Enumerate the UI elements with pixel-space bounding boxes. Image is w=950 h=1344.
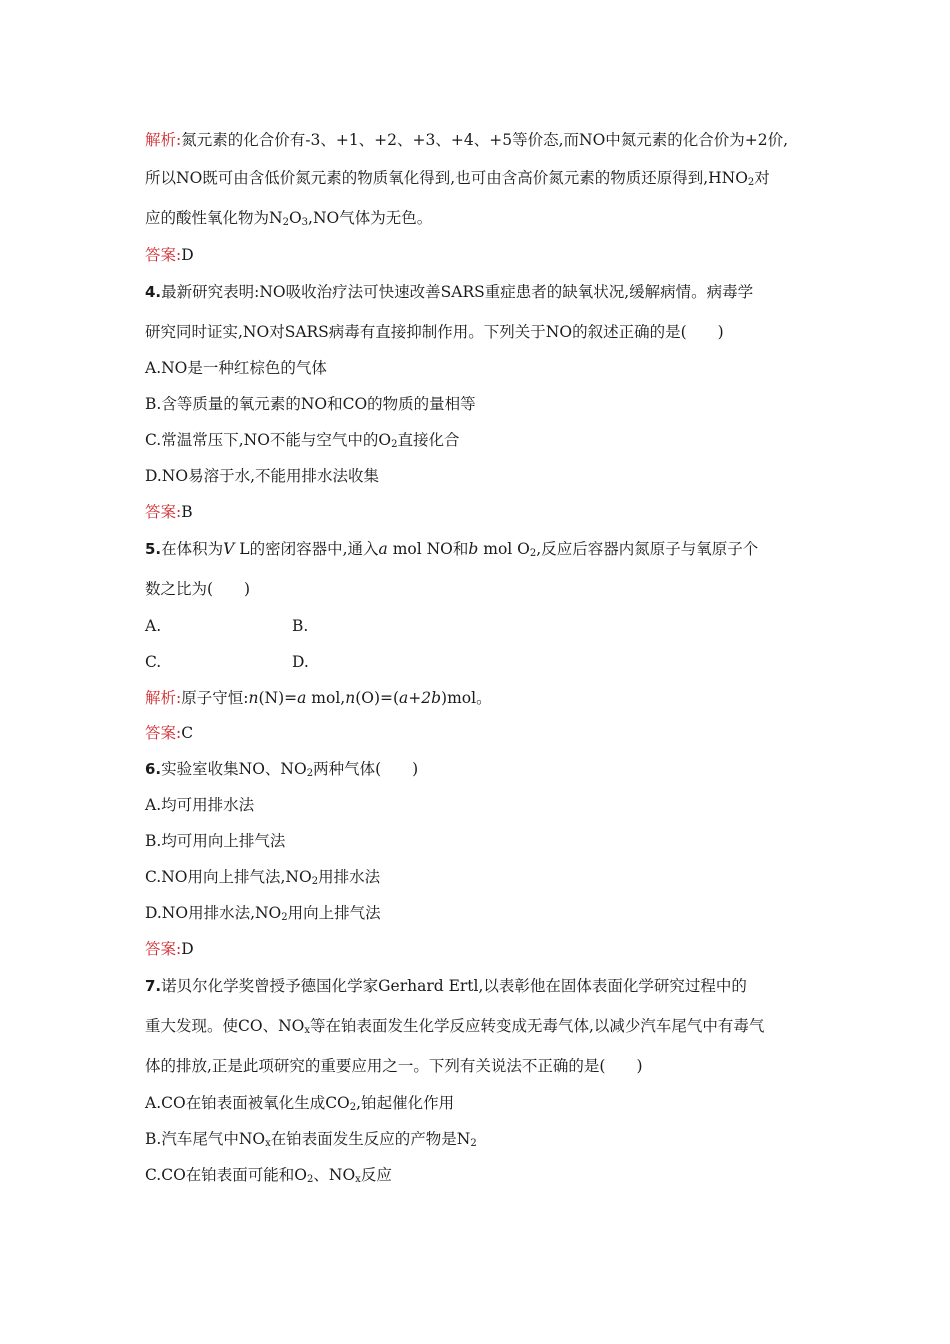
subscript: 2 bbox=[349, 1102, 357, 1113]
analysis-label: 解析: bbox=[145, 131, 182, 149]
option-b bbox=[145, 394, 476, 414]
option-text: A.均可用排水法 bbox=[145, 796, 255, 814]
answer-value: D bbox=[181, 246, 194, 264]
question-text: 两种气体( ) bbox=[313, 760, 419, 778]
analysis-text: ,NO气体为无色。 bbox=[308, 209, 433, 227]
analysis-text: 原子守恒: bbox=[181, 689, 249, 707]
question-text: 研究同时证实,NO对SARS病毒有直接抑制作用。下列关于NO的叙述正确的是( ) bbox=[145, 323, 724, 341]
option-text: B.均可用向上排气法 bbox=[145, 832, 286, 850]
answer-value: B bbox=[181, 503, 193, 521]
variable: n bbox=[345, 689, 356, 707]
option-text: 直接化合 bbox=[397, 431, 460, 449]
question-text: 等在铂表面发生化学反应转变成无毒气体,以减少汽车尾气中有毒气 bbox=[309, 1017, 765, 1035]
analysis-line-1 bbox=[145, 130, 788, 150]
subscript: 2 bbox=[307, 1174, 314, 1185]
subscript: 2 bbox=[282, 217, 289, 228]
option-text: 、NO bbox=[313, 1166, 356, 1184]
option-text: C.CO在铂表面可能和O bbox=[145, 1166, 308, 1184]
option-b: B. bbox=[292, 617, 309, 635]
variable: b bbox=[468, 540, 479, 558]
option-b bbox=[145, 1129, 477, 1149]
option-d bbox=[145, 903, 381, 923]
answer-line bbox=[145, 939, 194, 959]
analysis-text: 应的酸性氧化物为N bbox=[145, 209, 283, 227]
question-number: 4. bbox=[145, 283, 162, 301]
analysis-text: mol, bbox=[306, 689, 346, 707]
subscript: 2 bbox=[470, 1138, 477, 1149]
option-d bbox=[145, 466, 379, 486]
option-text: 用向上排气法 bbox=[287, 904, 381, 922]
answer-line bbox=[145, 723, 193, 743]
question-text: 重大发现。使CO、NO bbox=[145, 1017, 305, 1035]
variable: a bbox=[297, 689, 307, 707]
option-d: D. bbox=[292, 653, 309, 671]
subscript: 2 bbox=[747, 177, 755, 188]
question-text: 最新研究表明:NO吸收治疗法可快速改善SARS重症患者的缺氧状况,缓解病情。病毒学 bbox=[161, 283, 754, 301]
option-a bbox=[145, 795, 254, 815]
subscript: 2 bbox=[311, 876, 319, 887]
option-a bbox=[145, 1093, 454, 1113]
question-number: 6. bbox=[145, 760, 162, 778]
option-text: B.含等质量的氧元素的NO和CO的物质的量相等 bbox=[145, 395, 476, 413]
option-text: 用排水法 bbox=[318, 868, 381, 886]
analysis-line bbox=[145, 688, 492, 708]
option-row-ab bbox=[145, 616, 545, 636]
subscript: 2 bbox=[529, 548, 537, 559]
question-text: 在体积为 bbox=[161, 540, 224, 558]
analysis-text: 对 bbox=[754, 169, 770, 187]
analysis-label: 解析: bbox=[145, 689, 182, 707]
analysis-line-3 bbox=[145, 208, 432, 228]
answer-label: 答案: bbox=[145, 724, 182, 742]
question-7-line-1 bbox=[145, 976, 747, 996]
option-text: A.CO在铂表面被氧化生成CO bbox=[145, 1094, 350, 1112]
question-7-line-2 bbox=[145, 1016, 764, 1036]
option-text: 反应 bbox=[360, 1166, 392, 1184]
question-text: 体的排放,正是此项研究的重要应用之一。下列有关说法不正确的是( ) bbox=[145, 1057, 643, 1075]
subscript: 2 bbox=[281, 912, 288, 923]
question-text: 诺贝尔化学奖曾授予德国化学家Gerhard Ertl,以表彰他在固体表面化学研究过程中的 bbox=[161, 977, 747, 995]
option-text: ,铂起催化作用 bbox=[356, 1094, 455, 1112]
question-4-line-2 bbox=[145, 322, 724, 342]
question-text: mol NO和 bbox=[387, 540, 469, 558]
question-5-line-2 bbox=[145, 579, 250, 599]
analysis-text: (N)= bbox=[258, 689, 298, 707]
variable: a+2b bbox=[399, 689, 442, 707]
subscript: 2 bbox=[306, 768, 314, 779]
option-text: C.NO用向上排气法,NO bbox=[145, 868, 312, 886]
subscript: x bbox=[265, 1138, 271, 1149]
option-c bbox=[145, 867, 380, 887]
question-text: 实验室收集NO、NO bbox=[161, 760, 307, 778]
answer-label: 答案: bbox=[145, 940, 182, 958]
question-7-line-3 bbox=[145, 1056, 643, 1076]
question-text: mol O bbox=[478, 540, 530, 558]
question-6-line-1 bbox=[145, 759, 418, 779]
option-b bbox=[145, 831, 285, 851]
analysis-text: O bbox=[288, 209, 302, 227]
subscript: x bbox=[355, 1174, 361, 1185]
option-c: C. bbox=[145, 653, 162, 671]
option-row-cd bbox=[145, 652, 545, 672]
option-text: C.常温常压下,NO不能与空气中的O bbox=[145, 431, 392, 449]
variable: n bbox=[248, 689, 259, 707]
analysis-text: 氮元素的化合价有-3、+1、+2、+3、+4、+5等价态,而NO中氮元素的化合价为+2价, bbox=[181, 131, 789, 149]
analysis-text: (O)=( bbox=[355, 689, 400, 707]
option-a bbox=[145, 358, 327, 378]
answer-label: 答案: bbox=[145, 503, 182, 521]
option-a: A. bbox=[145, 617, 162, 635]
option-text: D.NO易溶于水,不能用排水法收集 bbox=[145, 467, 379, 485]
question-number: 5. bbox=[145, 540, 162, 558]
option-c bbox=[145, 430, 460, 450]
answer-value: D bbox=[181, 940, 194, 958]
analysis-text: 所以NO既可由含低价氮元素的物质氧化得到,也可由含高价氮元素的物质还原得到,HNO bbox=[145, 169, 748, 187]
question-text: ,反应后容器内氮原子与氧原子个 bbox=[536, 540, 759, 558]
option-c bbox=[145, 1165, 392, 1185]
option-text: D.NO用排水法,NO bbox=[145, 904, 282, 922]
question-text: L的密闭容器中,通入 bbox=[234, 540, 379, 558]
answer-value: C bbox=[181, 724, 194, 742]
question-4-line-1 bbox=[145, 282, 753, 302]
option-text: B.汽车尾气中NO bbox=[145, 1130, 266, 1148]
option-text: A.NO是一种红棕色的气体 bbox=[145, 359, 327, 377]
answer-line bbox=[145, 245, 194, 265]
analysis-text: )mol。 bbox=[441, 689, 492, 707]
answer-line bbox=[145, 502, 193, 522]
question-number: 7. bbox=[145, 977, 162, 995]
answer-label: 答案: bbox=[145, 246, 182, 264]
question-5-line-1 bbox=[145, 539, 758, 559]
subscript: x bbox=[304, 1025, 310, 1036]
subscript: 3 bbox=[301, 217, 309, 228]
analysis-line-2 bbox=[145, 168, 770, 188]
question-text: 数之比为( ) bbox=[145, 580, 251, 598]
subscript: 2 bbox=[391, 439, 398, 450]
variable: a bbox=[378, 540, 388, 558]
variable: V bbox=[223, 540, 235, 558]
option-text: 在铂表面发生反应的产物是N bbox=[270, 1130, 471, 1148]
